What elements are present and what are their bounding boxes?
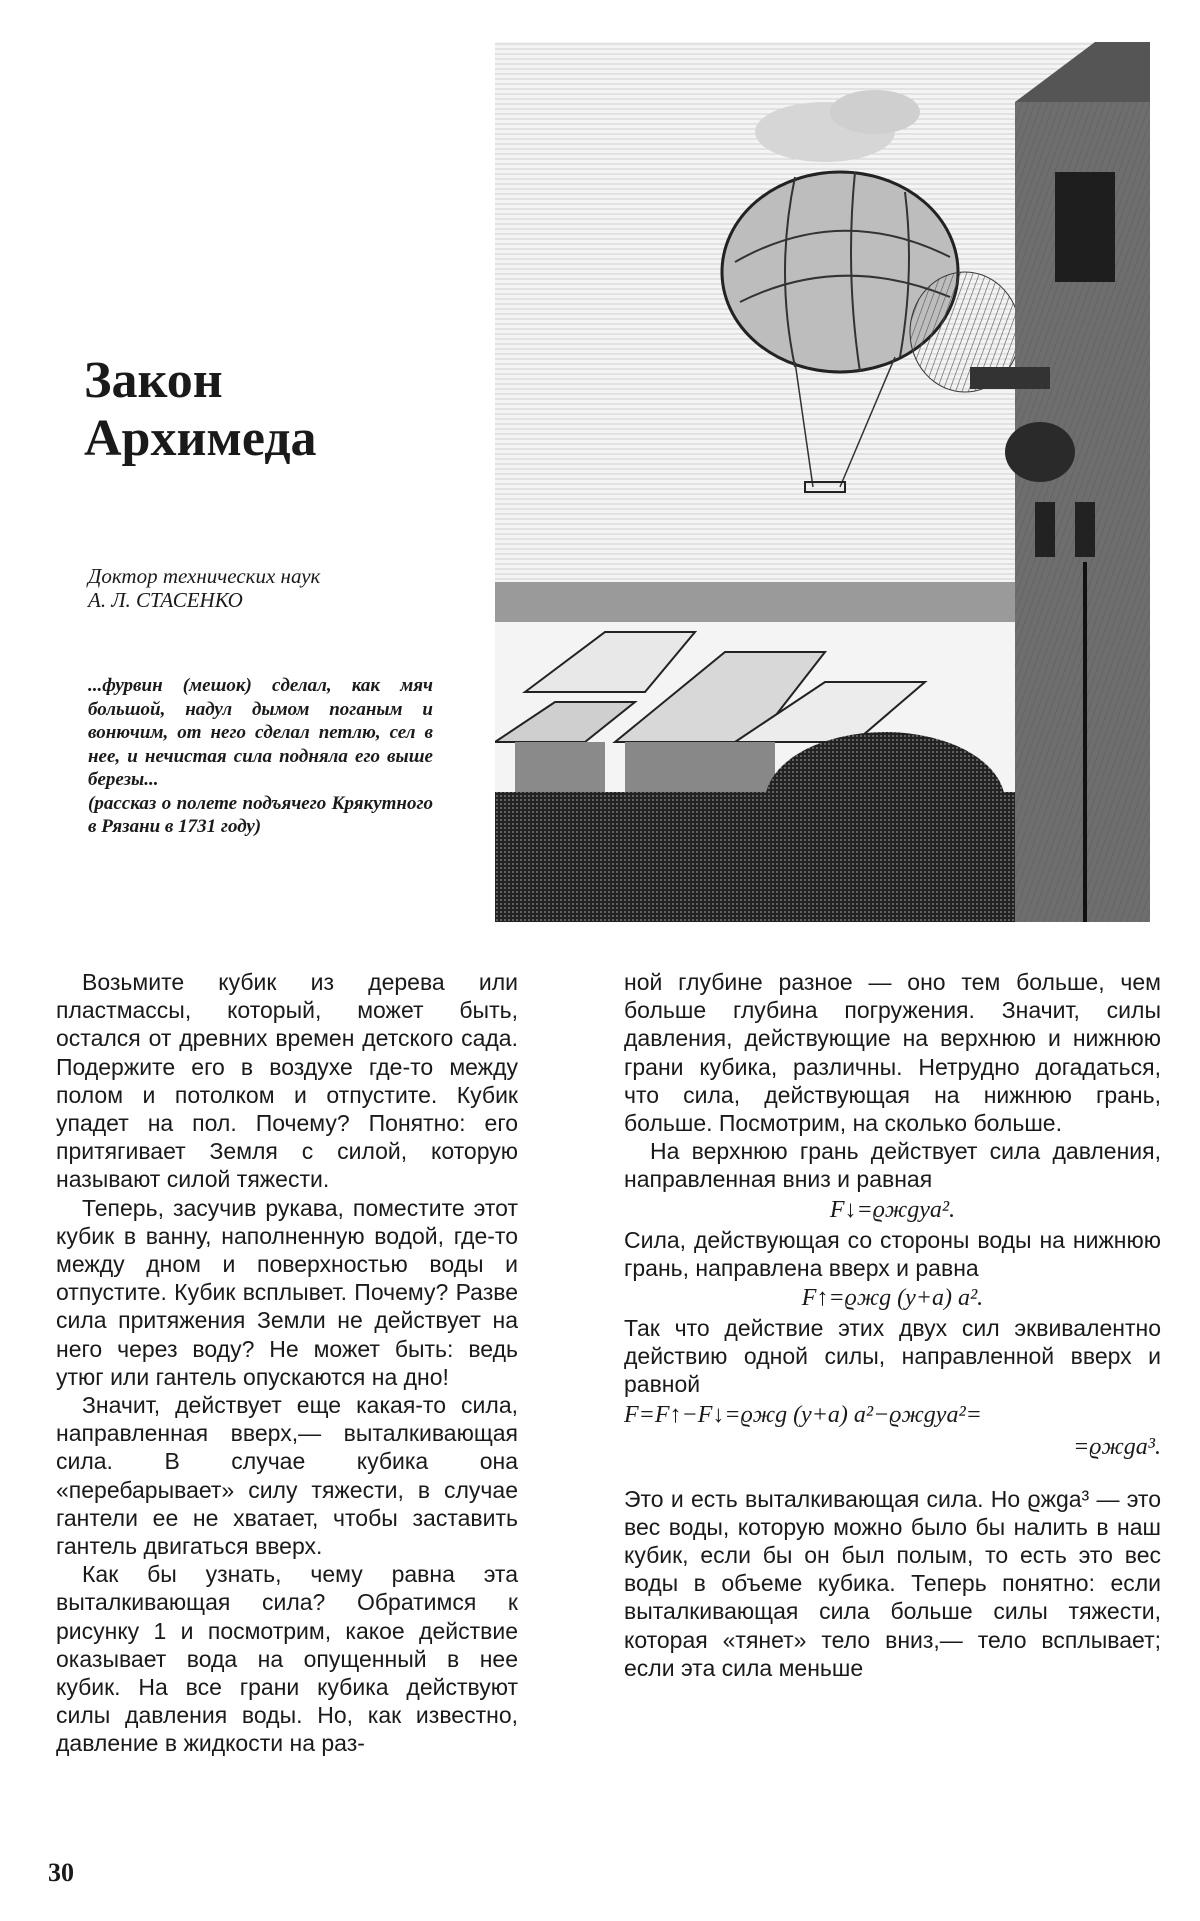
figure bbox=[1005, 422, 1075, 482]
text-column-left bbox=[56, 968, 518, 1758]
formula-downward-force: F↓=ϱжgya². bbox=[829, 1196, 956, 1223]
epigraph bbox=[88, 674, 433, 839]
title-line-2: Архимеда bbox=[84, 410, 317, 467]
title-line-1: Закон bbox=[84, 352, 223, 409]
balloon-illustration bbox=[495, 42, 1150, 922]
paragraph: Так что действие этих двух сил эквивалентно действию одной силы, направленной вверх и равной bbox=[624, 1315, 1161, 1398]
author-byline bbox=[88, 564, 468, 612]
formula-upward-force: F↑=ϱжg (y+a) a². bbox=[801, 1285, 984, 1312]
paragraph: Теперь, засучив рукава, поместите этот кубик в ванну, наполненную водой, где-то между дном и поверхностью воды и отпустите. Кубик всплывет. Почему? Разве сила притяжения Земли не действует на него через воду? Не может быть: ведь утюг или гантель опускаются на дно! bbox=[56, 1194, 518, 1390]
formula-net-force: F=F↑−F↓=ϱжg (y+a) a²−ϱжgya²= bbox=[624, 1401, 982, 1428]
paragraph: Значит, действует еще какая-то сила, направленная вверх,— выталкивающая сила. В случае кубика она «перебарывает» силу тяжести, в случае гантели ее не хватает, чтобы заставить гантель двигаться вверх. bbox=[56, 1392, 518, 1560]
author-name: А. Л. СТАСЕНКО bbox=[88, 588, 243, 612]
formula-net-force-result: =ϱжga³. bbox=[1073, 1433, 1161, 1460]
tower-window bbox=[1055, 172, 1115, 282]
article-title bbox=[84, 352, 464, 468]
text-column-right bbox=[624, 968, 1161, 1682]
paragraph: Как бы узнать, чему равна эта выталкивающая сила? Обратимся к рисунку 1 и посмотрим, какое действие оказывает вода на опущенный в нее кубик. На все грани кубика действуют силы давления воды. Но, как известно, давление в жидкости на раз- bbox=[56, 1561, 518, 1757]
tower-balcony bbox=[970, 367, 1050, 389]
epigraph-source: (рассказ о полете подъячего Крякутного в Рязани в 1731 году) bbox=[88, 792, 433, 837]
author-degree: Доктор технических наук bbox=[88, 564, 321, 588]
paragraph: Это и есть выталкивающая сила. Но ϱжga³ — это вес воды, которую можно было бы налить в наш кубик, если бы он был полым, то есть это вес воды в объеме кубика. Теперь понятно: если выталкивающая сила больше силы тяжести, которая «тянет» тело вниз,— тело всплывает; если эта сила меньше bbox=[624, 1485, 1161, 1681]
page-number: 30 bbox=[48, 1858, 74, 1887]
paragraph: Возьмите кубик из дерева или пластмассы, который, может быть, остался от древних времен детского сада. Подержите его в воздухе где-то между полом и потолком и отпустите. Кубик упадет на пол. Почему? Понятно: его притягивает Земля с силой, которую называют силой тяжести. bbox=[56, 969, 518, 1193]
paragraph: ной глубине разное — оно тем больше, чем больше глубина погружения. Значит, силы давления, действующие на верхнюю и нижнюю грани кубика, различны. Нетрудно догадаться, что сила, действующая на нижнюю грань, больше. Посмотрим, на сколько больше. bbox=[624, 969, 1161, 1137]
epigraph-quote: ...фурвин (мешок) сделал, как мяч большой, надул дымом поганым и вонючим, от него сделал петлю, сел в нее, и нечистая сила подняла его выше березы... bbox=[88, 675, 433, 790]
engraving-image bbox=[495, 42, 1150, 922]
paragraph: На верхнюю грань действует сила давления, направленная вниз и равная bbox=[624, 1138, 1161, 1193]
paragraph: Сила, действующая со стороны воды на нижнюю грань, направлена вверх и равна bbox=[624, 1226, 1161, 1281]
horizon bbox=[495, 582, 1015, 622]
